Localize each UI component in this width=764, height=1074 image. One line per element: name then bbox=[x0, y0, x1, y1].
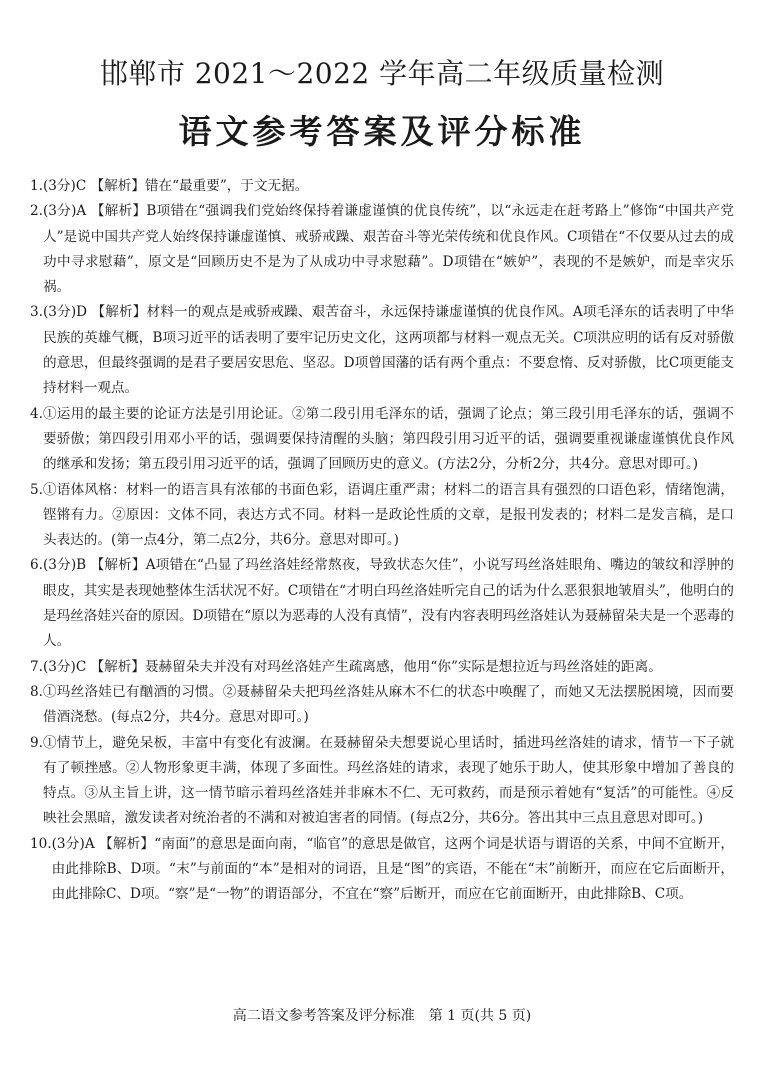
answer-number: 5. bbox=[30, 481, 43, 498]
answer-number: 9. bbox=[30, 734, 43, 751]
answer-text: ①运用的最主要的论证方法是引用论证。②第二段引用毛泽东的话，强调了论点；第三段引用毛泽东的话，强调不要骄傲；第四段引用邓小平的话，强调要保持清醒的头脑；第四段引用习近平的话，强调要重视谦虚谨慎优良作风的继承和发扬；第五段引用习近平的话，强调了回顾历史的意义。(方法2分，分析2分，共4分。意思对即可。) bbox=[42, 405, 734, 473]
answer-item-9 bbox=[30, 731, 734, 832]
answer-number: 7. bbox=[30, 658, 43, 675]
answer-text: (3分)C 【解析】聂赫留朵夫并没有对玛丝洛娃产生疏离感，他用“你”实际是想拉近与玛丝洛娃的距离。 bbox=[42, 658, 662, 675]
answer-item-10 bbox=[30, 832, 734, 908]
answer-item-6 bbox=[30, 553, 734, 654]
answer-item-3 bbox=[30, 300, 734, 401]
answer-number: 8. bbox=[30, 683, 43, 700]
answer-text: ①语体风格：材料一的语言具有浓郁的书面色彩，语调庄重严肃；材料二的语言具有强烈的口语色彩，情绪饱满，铿锵有力。②原因：文体不同，表达方式不同。材料一是政论性质的文章，是报刊发表的；材料二是发言稿，是口头表达的。(第一点4分，第二点2分，共6分。意思对即可。) bbox=[42, 481, 734, 549]
answer-item-2 bbox=[30, 199, 734, 300]
answer-number: 1. bbox=[30, 178, 43, 194]
answer-item-4 bbox=[30, 402, 734, 478]
answer-list bbox=[30, 174, 734, 908]
answer-text: (3分)C 【解析】错在“最重要”，于文无据。 bbox=[42, 178, 309, 194]
answer-text: (3分)D 【解析】材料一的观点是戒骄戒躁、艰苦奋斗，永远保持谦虚谨慎的优良作风。A项毛泽东的话表明了中华民族的英雄气概，B项习近平的话表明了要牢记历史文化，这两项都与材料一观点无关。C项洪应明的话有反对骄傲的意思，但最终强调的是君子要居安思危、坚忍。D项曾国藩的话有两个重点：不要怠惰、反对骄傲，比C项更能支持材料一观点。 bbox=[42, 304, 734, 397]
answer-text: (3分)A 【解析】“南面”的意思是面向南，“临官”的意思是做官，这两个词是状语与谓语的关系，中间不宜断开，由此排除B、D项。“末”与前面的“本”是相对的词语，且是“图”的宾语，不能在“末”前断开，而应在它后面断开，由此排除C、D项。“察”是“一物”的谓语部分，不宜在“察”后断开，而应在它前面断开，由此排除B、C项。 bbox=[51, 835, 734, 903]
answer-item-1 bbox=[30, 174, 734, 199]
document-title: 语文参考答案及评分标准 bbox=[178, 112, 586, 151]
answer-item-7 bbox=[30, 655, 734, 680]
answer-text: (3分)A 【解析】B项错在“强调我们党始终保持着谦虚谨慎的优良传统”，以“永远走在赶考路上”修饰“中国共产党人”是说中国共产党人始终保持谦虚谨慎、戒骄戒躁、艰苦奋斗等光荣传统和优良作风。C项错在“不仅要从过去的成功中寻求慰藉”，原文是“回顾历史不是为了从成功中寻求慰藉”。D项错在“嫉妒”，表现的不是嫉妒，而是幸灾乐祸。 bbox=[42, 203, 734, 296]
answer-number: 2. bbox=[30, 203, 43, 220]
answer-text: ①玛丝洛娃已有酗酒的习惯。②聂赫留朵夫把玛丝洛娃从麻木不仁的状态中唤醒了，而她又无法摆脱困境，因而要借酒浇愁。(每点2分，共4分。意思对即可。) bbox=[42, 683, 734, 726]
answer-number: 10. bbox=[30, 835, 52, 852]
exam-title: 邯郸市 2021～2022 学年高二年级质量检测 bbox=[99, 57, 665, 90]
answer-text: ①情节上，避免呆板，丰富中有变化有波澜。在聂赫留朵夫想要说心里话时，插进玛丝洛娃的请求，情节一下子就有了顿挫感。②人物形象更丰满，体现了多面性。玛丝洛娃的请求，表现了她乐于助人，使其形象中增加了善良的特点。③从主旨上讲，这一情节暗示着玛丝洛娃并非麻木不仁、无可救药，而是预示着她有“复活”的可能性。④反映社会黑暗，激发读者对统治者的不满和对被迫害者的同情。(每点2分，共6分。答出其中三点且意思对即可。) bbox=[42, 734, 734, 827]
page-footer: 高二语文参考答案及评分标准 第 1 页(共 5 页) bbox=[232, 1008, 532, 1024]
answer-item-5 bbox=[30, 478, 734, 554]
answer-item-8 bbox=[30, 680, 734, 731]
answer-text: (3分)B 【解析】A项错在“凸显了玛丝洛娃经常熬夜，导致状态欠佳”，小说写玛丝洛娃眼角、嘴边的皱纹和浮肿的眼皮，其实是表现她整体生活状况不好。C项错在“才明白玛丝洛娃听完自己的话为什么恶狠狠地皱眉头”，他明白的是玛丝洛娃兴奋的原因。D项错在“原以为恶毒的人没有真情”，没有内容表明玛丝洛娃认为聂赫留朵夫是一个恶毒的人。 bbox=[42, 557, 734, 650]
answer-number: 4. bbox=[30, 405, 43, 422]
answer-number: 3. bbox=[30, 304, 43, 321]
answer-number: 6. bbox=[30, 557, 43, 574]
